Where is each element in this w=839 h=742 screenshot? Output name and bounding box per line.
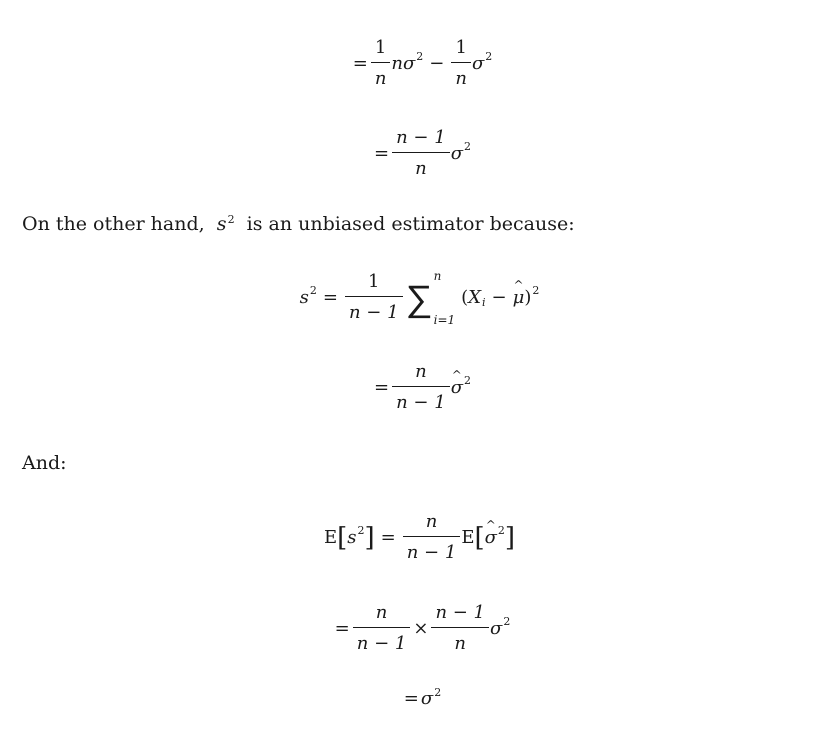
open-paren: ( bbox=[461, 286, 469, 308]
equals-sign: = bbox=[403, 688, 419, 709]
sigma-term: σ bbox=[420, 688, 434, 709]
numerator: n bbox=[403, 512, 461, 537]
numerator: n bbox=[353, 603, 411, 628]
inline-variable-s: s bbox=[216, 213, 227, 235]
n-sigma-term: nσ bbox=[391, 52, 416, 74]
expectation-operator: E bbox=[323, 526, 338, 548]
equals-sign: = bbox=[380, 526, 396, 548]
text-unbiased-estimator bbox=[22, 215, 575, 234]
exponent: 2 bbox=[434, 685, 442, 699]
numerator: 1 bbox=[371, 38, 391, 63]
equation-6-expression bbox=[329, 603, 511, 654]
open-bracket: [ bbox=[474, 522, 485, 553]
numerator: n bbox=[392, 362, 450, 387]
subscript-i: i bbox=[482, 296, 486, 310]
equation-1-expression bbox=[347, 38, 493, 89]
summation-limits bbox=[433, 268, 456, 327]
sigma-hat: ^ σ bbox=[485, 529, 497, 547]
equals-sign: = bbox=[374, 376, 390, 398]
fraction-n-over-n-minus-1 bbox=[394, 362, 448, 413]
exponent: 2 bbox=[485, 50, 493, 64]
summation bbox=[405, 268, 456, 327]
equation-4 bbox=[0, 362, 839, 413]
equation-5 bbox=[0, 512, 839, 563]
denominator: n − 1 bbox=[356, 632, 407, 654]
equals-sign: = bbox=[322, 286, 338, 308]
fraction-n-minus-1-over-n bbox=[394, 128, 448, 179]
close-bracket: ] bbox=[504, 522, 516, 553]
denominator: n bbox=[415, 157, 427, 179]
sigma-term: σ bbox=[471, 52, 485, 74]
equation-6 bbox=[0, 603, 839, 654]
equation-7-expression bbox=[398, 685, 442, 709]
fraction-1-over-n-minus-1 bbox=[347, 272, 401, 323]
minus-sign: − bbox=[429, 52, 445, 74]
summation-upper-limit: n bbox=[433, 268, 442, 283]
fraction-n-minus-1-over-n bbox=[433, 603, 487, 654]
exponent: 2 bbox=[227, 213, 235, 226]
exponent: 2 bbox=[532, 284, 540, 298]
denominator: n − 1 bbox=[396, 391, 446, 413]
open-bracket: [ bbox=[337, 522, 348, 553]
summation-sign: ∑ bbox=[405, 276, 433, 319]
equals-sign: = bbox=[334, 617, 350, 639]
equation-5-expression bbox=[324, 512, 515, 563]
exponent: 2 bbox=[497, 524, 505, 538]
numerator: 1 bbox=[345, 272, 403, 297]
exponent: 2 bbox=[463, 140, 471, 154]
expectation-operator: E bbox=[461, 526, 475, 548]
equation-7 bbox=[0, 685, 839, 709]
equation-2-expression bbox=[368, 128, 471, 179]
close-paren: ) bbox=[524, 286, 532, 308]
numerator: 1 bbox=[451, 38, 471, 63]
equation-3-expression bbox=[299, 268, 540, 327]
variable-s: s bbox=[299, 286, 309, 308]
mu-hat: ^ μ bbox=[513, 289, 525, 307]
fraction-1-over-n bbox=[453, 38, 469, 89]
equals-sign: = bbox=[352, 52, 368, 74]
exponent: 2 bbox=[416, 50, 424, 64]
numerator: n − 1 bbox=[431, 603, 489, 628]
close-bracket: ] bbox=[364, 522, 375, 553]
variable-X: X bbox=[468, 286, 482, 308]
denominator: n bbox=[454, 632, 467, 654]
exponent: 2 bbox=[463, 374, 471, 388]
equation-1 bbox=[0, 38, 839, 89]
sigma-term: σ bbox=[450, 142, 463, 164]
exponent: 2 bbox=[357, 524, 365, 538]
equation-2 bbox=[0, 128, 839, 179]
variable-s: s bbox=[347, 526, 357, 548]
minus-sign: − bbox=[491, 286, 507, 308]
times-sign: × bbox=[413, 617, 429, 639]
exponent: 2 bbox=[309, 284, 317, 298]
equals-sign: = bbox=[374, 142, 390, 164]
summation-lower-limit: i=1 bbox=[433, 312, 456, 327]
denominator: n − 1 bbox=[406, 541, 457, 563]
denominator: n bbox=[455, 67, 467, 89]
sigma-term: σ bbox=[490, 617, 503, 639]
sigma-hat: ^ σ bbox=[451, 379, 463, 397]
fraction-1-over-n bbox=[373, 38, 389, 89]
text-segment: is an unbiased estimator because: bbox=[246, 213, 575, 235]
exponent: 2 bbox=[503, 615, 511, 629]
text-and bbox=[22, 454, 67, 473]
denominator: n bbox=[374, 67, 387, 89]
denominator: n − 1 bbox=[348, 301, 399, 323]
text-segment: And: bbox=[22, 452, 67, 474]
equation-4-expression bbox=[368, 362, 471, 413]
numerator: n − 1 bbox=[392, 128, 450, 153]
fraction-n-over-n-minus-1 bbox=[405, 512, 459, 563]
text-segment: On the other hand, bbox=[22, 213, 205, 235]
fraction-n-over-n-minus-1 bbox=[355, 603, 409, 654]
equation-3 bbox=[0, 268, 839, 327]
